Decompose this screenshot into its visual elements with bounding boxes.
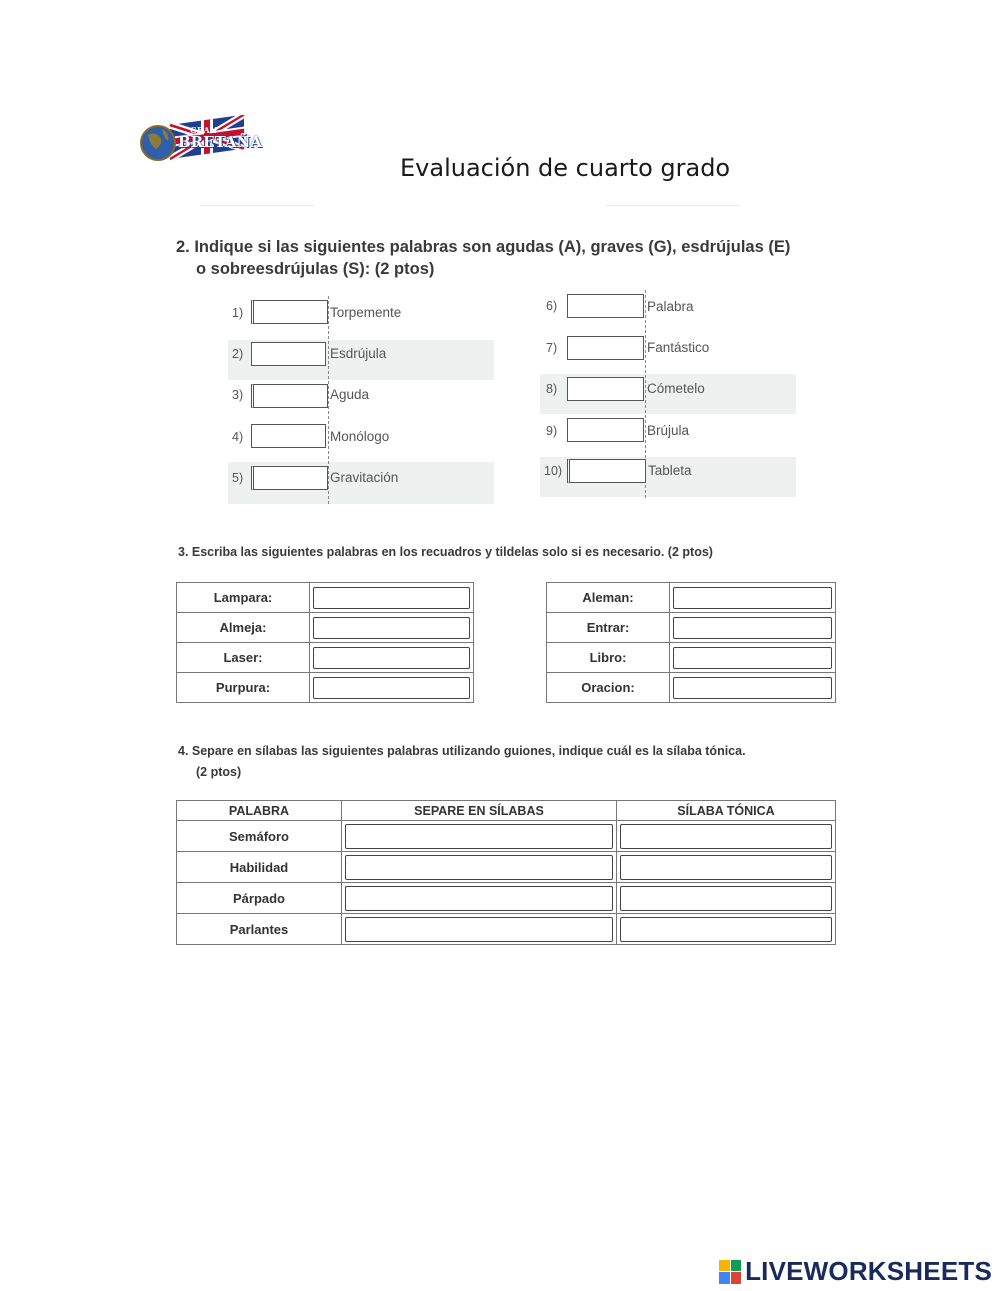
question-4-heading-cont: (2 ptos) xyxy=(196,765,242,779)
accent-table-left xyxy=(176,582,474,703)
brand-text: LIVEWORKSHEETS xyxy=(745,1256,992,1286)
answer-cell xyxy=(670,583,836,613)
answer-cell xyxy=(342,821,617,852)
answer-cell xyxy=(670,613,836,643)
tonic-input-semaforo[interactable] xyxy=(620,824,832,849)
syllables-input-parpado[interactable] xyxy=(345,886,613,911)
answer-box-2[interactable] xyxy=(251,342,326,366)
column-header: PALABRA xyxy=(177,801,342,821)
word-label: Laser: xyxy=(177,643,310,673)
logo-text-bretana: BRETAÑA xyxy=(178,133,262,151)
column-header: SÍLABA TÓNICA xyxy=(617,801,836,821)
item-word: Brújula xyxy=(647,423,690,438)
divider xyxy=(200,205,315,206)
item-number: 8) xyxy=(546,382,558,396)
syllables-input-parlantes[interactable] xyxy=(345,917,613,942)
item-number: 1) xyxy=(232,306,244,320)
word-label: Semáforo xyxy=(177,821,342,852)
answer-input-aleman[interactable] xyxy=(673,587,832,609)
answer-input-lampara[interactable] xyxy=(313,587,470,609)
liveworksheets-logo-icon xyxy=(719,1260,741,1284)
school-logo xyxy=(140,115,262,163)
answer-input-laser[interactable] xyxy=(313,647,470,669)
answer-input-oracion[interactable] xyxy=(673,677,832,699)
accent-table-right xyxy=(546,582,836,703)
item-number: 5) xyxy=(232,471,244,485)
word-label: Almeja: xyxy=(177,613,310,643)
answer-box-5[interactable] xyxy=(251,466,328,490)
answer-box-3[interactable] xyxy=(251,384,328,408)
question-2-heading-cont: o sobreesdrújulas (S): (2 ptos) xyxy=(196,260,435,278)
item-word: Fantástico xyxy=(647,340,710,355)
word-label: Oracion: xyxy=(547,673,670,703)
answer-cell xyxy=(342,852,617,883)
answer-cell xyxy=(670,673,836,703)
tonic-input-parlantes[interactable] xyxy=(620,917,832,942)
page-title: Evaluación de cuarto grado xyxy=(400,154,731,182)
word-label: Libro: xyxy=(547,643,670,673)
word-label: Purpura: xyxy=(177,673,310,703)
word-label: Habilidad xyxy=(177,852,342,883)
answer-cell xyxy=(310,673,474,703)
answer-cell xyxy=(342,883,617,914)
answer-box-9[interactable] xyxy=(567,418,644,442)
answer-cell xyxy=(310,613,474,643)
word-label: Entrar: xyxy=(547,613,670,643)
answer-cell xyxy=(310,583,474,613)
item-word: Palabra xyxy=(647,299,694,314)
item-number: 10) xyxy=(544,464,563,478)
syllables-input-semaforo[interactable] xyxy=(345,824,613,849)
answer-cell xyxy=(617,852,836,883)
answer-box-1[interactable] xyxy=(251,300,328,324)
syllable-table xyxy=(176,800,836,945)
answer-input-purpura[interactable] xyxy=(313,677,470,699)
answer-cell xyxy=(617,821,836,852)
item-word: Gravitación xyxy=(330,470,399,485)
item-word: Cómetelo xyxy=(647,381,705,396)
answer-input-libro[interactable] xyxy=(673,647,832,669)
column-header: SEPARE EN SÍLABAS xyxy=(342,801,617,821)
question-2-heading: 2. Indique si las siguientes palabras son agudas (A), graves (G), esdrújulas (E) xyxy=(176,238,791,256)
item-number: 6) xyxy=(546,299,558,313)
item-word: Esdrújula xyxy=(330,346,387,361)
answer-cell xyxy=(342,914,617,945)
item-word: Aguda xyxy=(330,387,370,402)
item-number: 2) xyxy=(232,347,244,361)
syllables-input-habilidad[interactable] xyxy=(345,855,613,880)
answer-cell xyxy=(670,643,836,673)
word-label: Párpado xyxy=(177,883,342,914)
liveworksheets-brand xyxy=(719,1256,992,1287)
answer-input-entrar[interactable] xyxy=(673,617,832,639)
item-number: 3) xyxy=(232,388,244,402)
item-number: 9) xyxy=(546,424,558,438)
answer-cell xyxy=(617,914,836,945)
dashed-separator xyxy=(328,296,329,504)
tonic-input-parpado[interactable] xyxy=(620,886,832,911)
word-label: Aleman: xyxy=(547,583,670,613)
question-4-heading: 4. Separe en sílabas las siguientes palabras utilizando guiones, indique cuál es la sílaba tónica. xyxy=(178,744,746,758)
logo-text-gran: GRAN xyxy=(190,125,217,135)
item-word: Torpemente xyxy=(330,305,402,320)
answer-box-7[interactable] xyxy=(567,336,644,360)
tonic-input-habilidad[interactable] xyxy=(620,855,832,880)
item-word: Tableta xyxy=(648,463,692,478)
answer-box-10[interactable] xyxy=(567,459,646,483)
answer-box-4[interactable] xyxy=(251,424,326,448)
answer-cell xyxy=(617,883,836,914)
answer-input-almeja[interactable] xyxy=(313,617,470,639)
answer-box-8[interactable] xyxy=(567,377,644,401)
item-number: 4) xyxy=(232,430,244,444)
question-3-heading: 3. Escriba las siguientes palabras en los recuadros y tildelas solo si es necesario. (2 ptos) xyxy=(178,545,713,559)
word-label: Parlantes xyxy=(177,914,342,945)
divider xyxy=(605,205,740,206)
answer-box-6[interactable] xyxy=(567,294,644,318)
item-word: Monólogo xyxy=(330,429,390,444)
word-label: Lampara: xyxy=(177,583,310,613)
answer-cell xyxy=(310,643,474,673)
item-number: 7) xyxy=(546,341,558,355)
